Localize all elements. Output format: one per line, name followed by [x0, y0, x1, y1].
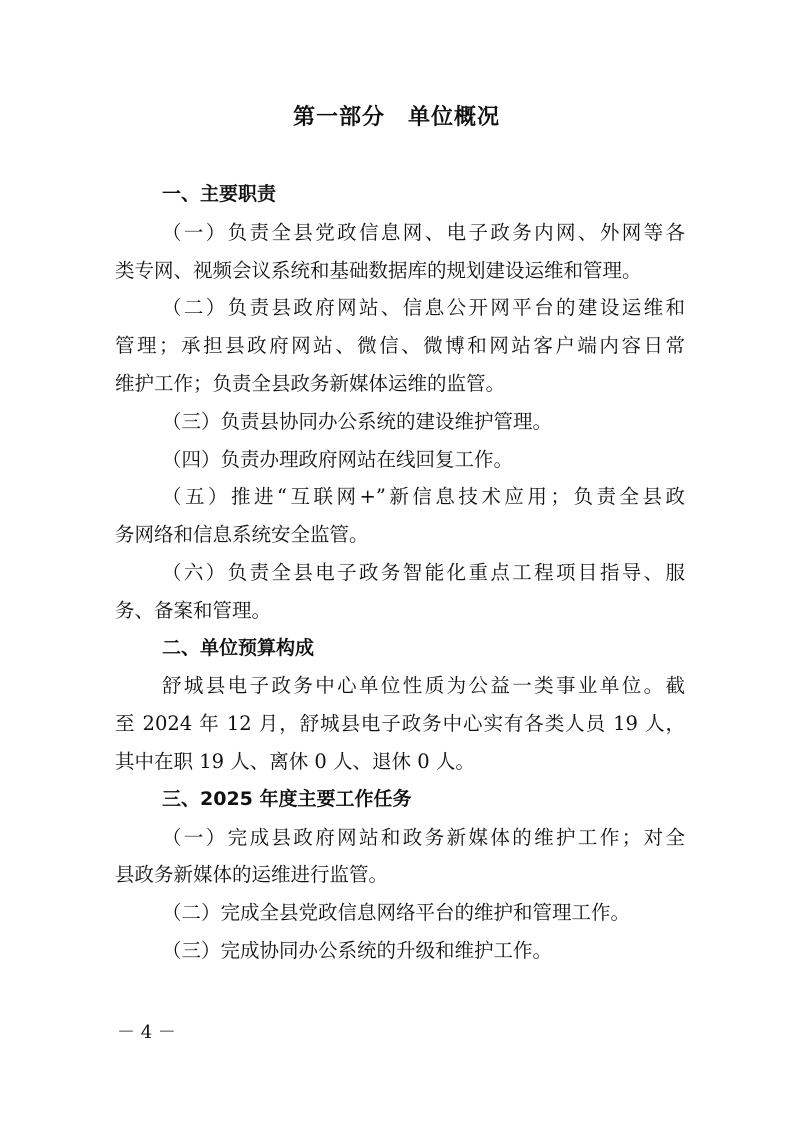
section-heading-tasks: 三、2025 年度主要工作任务 [162, 787, 412, 810]
paragraph-line: （五）推进“互联网+”新信息技术应用；负责全县政 [162, 485, 685, 509]
paragraph-line: 管理；承担县政府网站、微信、微博和网站客户端内容日常 [115, 334, 685, 358]
paragraph-line: 至 2024 年 12 月，舒城县电子政务中心实有各类人员 19 人， [115, 712, 685, 736]
paragraph-line: （二）负责县政府网站、信息公开网平台的建设运维和 [162, 296, 685, 320]
paragraph-line: （一）负责全县党政信息网、电子政务内网、外网等各 [162, 220, 685, 244]
paragraph-line: 类专网、视频会议系统和基础数据库的规划建设运维和管理。 [115, 258, 642, 282]
paragraph-line: （六）负责全县电子政务智能化重点工程项目指导、服 [162, 560, 685, 584]
paragraph-line: （三）负责县协同办公系统的建设维护管理。 [162, 409, 553, 433]
paragraph-line: （二）完成全县党政信息网络平台的维护和管理工作。 [162, 901, 631, 925]
section-heading-budget: 二、单位预算构成 [162, 636, 315, 659]
section-heading-duties: 一、主要职责 [162, 183, 277, 205]
paragraph-line: 务网络和信息系统安全监管。 [115, 523, 369, 547]
paragraph-line: 舒城县电子政务中心单位性质为公益一类事业单位。截 [162, 674, 685, 698]
paragraph-line: 县政务新媒体的运维进行监管。 [115, 863, 389, 887]
paragraph-line: （一）完成县政府网站和政务新媒体的维护工作；对全 [162, 825, 685, 849]
document-body [115, 176, 685, 970]
paragraph-line: （三）完成协同办公系统的升级和维护工作。 [162, 938, 553, 962]
page-title: 第一部分 单位概况 [292, 105, 500, 130]
paragraph-line: 其中在职 19 人、离休 0 人、退休 0 人。 [115, 749, 475, 773]
page-number: － 4 － [117, 1022, 176, 1043]
paragraph-line: 务、备案和管理。 [115, 598, 272, 622]
paragraph-line: （四）负责办理政府网站在线回复工作。 [162, 447, 514, 471]
paragraph-line: 维护工作；负责全县政务新媒体运维的监管。 [115, 371, 506, 395]
